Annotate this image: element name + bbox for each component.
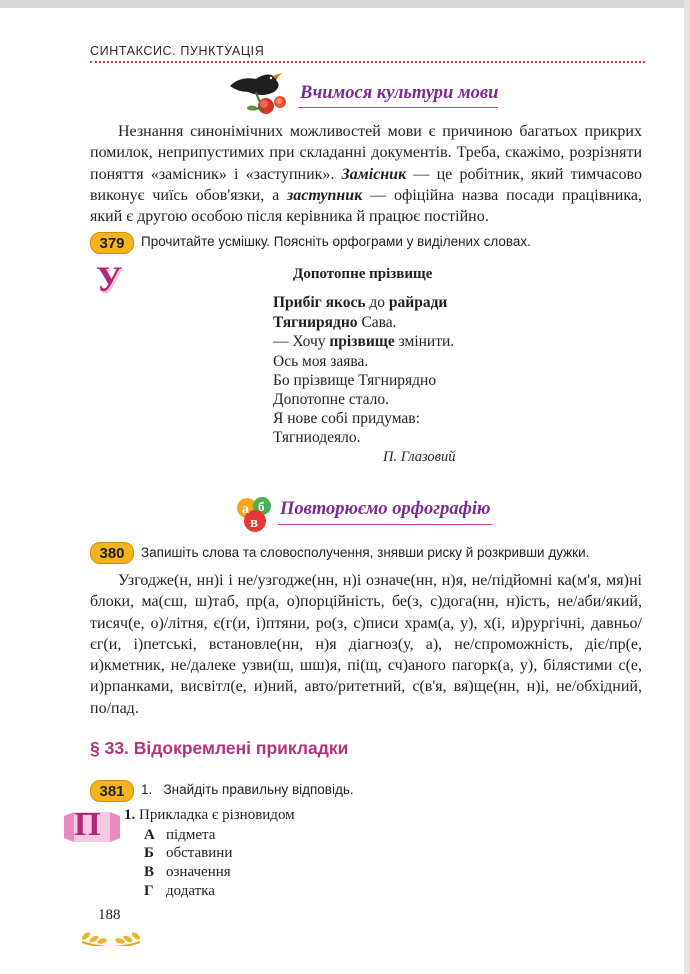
task-379-instruction: Прочитайте усмішку. Поясніть орфограми у виділених словах.: [141, 234, 531, 249]
option-a: А підмета: [144, 827, 216, 843]
culture-paragraph: Незнання синонімічних можливостей мови є причиною багатьох прикрих помилок, неприпустимих при складанні документів. Треба, скажімо, розрізняти поняття «замісник» і «заступник». Замісник — це робітник, який тимчасово виконує чиїсь обов'язки, а заступник — офіційна назва посади працівника, який є другою особою після керівника й працює постійно.: [90, 123, 643, 226]
abv-letter-b: б: [258, 499, 265, 514]
abv-letter-a: а: [242, 502, 249, 517]
rubric-culture-title: Вчимося культури мови: [300, 83, 499, 103]
running-head-rule: [90, 61, 645, 63]
poem-line: Тягнирядно Сава.: [273, 314, 397, 331]
poem-line: Допотопне стало.: [273, 391, 390, 408]
page-edge-right: [684, 0, 690, 974]
running-head: СИНТАКСИС. ПУНКТУАЦІЯ: [90, 44, 265, 58]
task-381-marker: П: [74, 806, 101, 843]
poem-line: Ось моя заява.: [273, 353, 369, 370]
page-edge-top: [0, 0, 690, 8]
section-title: § 33. Відокремлені прикладки: [90, 738, 349, 758]
task-380-text: Узгодже(н, нн)і і не/узгодже(нн, н)і означе(нн, н)я, не/підйомні ка(м'я, мя)ні блоки, ма(сш, ш)таб, пр(а, о)порційність, бе(з, с)дога(нн, н)ість, не/аби/який, тисяч(е, о)/літня, є(г(и, і)птяни, ро(з, с)писи храм(а, у), х(і, и)рургічні, давньо/єг(и, і)петські, встановле(нн, н)я діагноз(у, а), не/спроможність, діє/пр(е, и)кметник, не/далеке узви(ш, шш)я, пі(щ, сч)аного пагорк(а, у), білястими с(е, и)рпанками, висвітл(е, и)ний, авто/ритетний, с(в'я, вя)ще(нн, н)і, не/обхідний, по/пад.: [90, 572, 642, 717]
poem-line: Прибіг якось до райради: [273, 294, 448, 311]
rubric-orthography-title: Повторюємо орфографію: [280, 499, 491, 519]
task-380-badge: 380: [90, 542, 134, 564]
abv-letters-icon: [233, 494, 277, 534]
poem-line: Я нове собі придумав:: [273, 410, 420, 427]
option-v: В означення: [144, 864, 231, 880]
task-379-marker: У: [96, 259, 123, 299]
abv-letter-v: в: [250, 515, 259, 531]
task-379-badge: 379: [90, 232, 134, 254]
task-381-instruction: 1. Знайдіть правильну відповідь.: [141, 782, 354, 797]
poem-author: П. Глазовий: [383, 449, 456, 465]
poem-title: Допотопне прізвище: [293, 266, 433, 282]
question-line: 1. Прикладка є різновидом: [124, 807, 295, 823]
task-381-badge: 381: [90, 780, 134, 802]
poem-line: — Хочу прізвище змінити.: [273, 333, 455, 350]
bird-on-rose-icon: [226, 70, 298, 116]
poem-line: Бо прізвище Тягнирядно: [273, 372, 437, 389]
option-b: Б обставини: [144, 845, 233, 861]
poem-line: Тягниодеяло.: [273, 429, 361, 446]
option-g: Г додатка: [144, 883, 215, 899]
rubric-culture-underline: [298, 107, 498, 108]
page-number: 188: [98, 907, 121, 923]
task-380-instruction: Запишіть слова та словосполучення, знявши риску й розкривши дужки.: [141, 545, 590, 560]
rubric-orthography-underline: [278, 524, 492, 525]
